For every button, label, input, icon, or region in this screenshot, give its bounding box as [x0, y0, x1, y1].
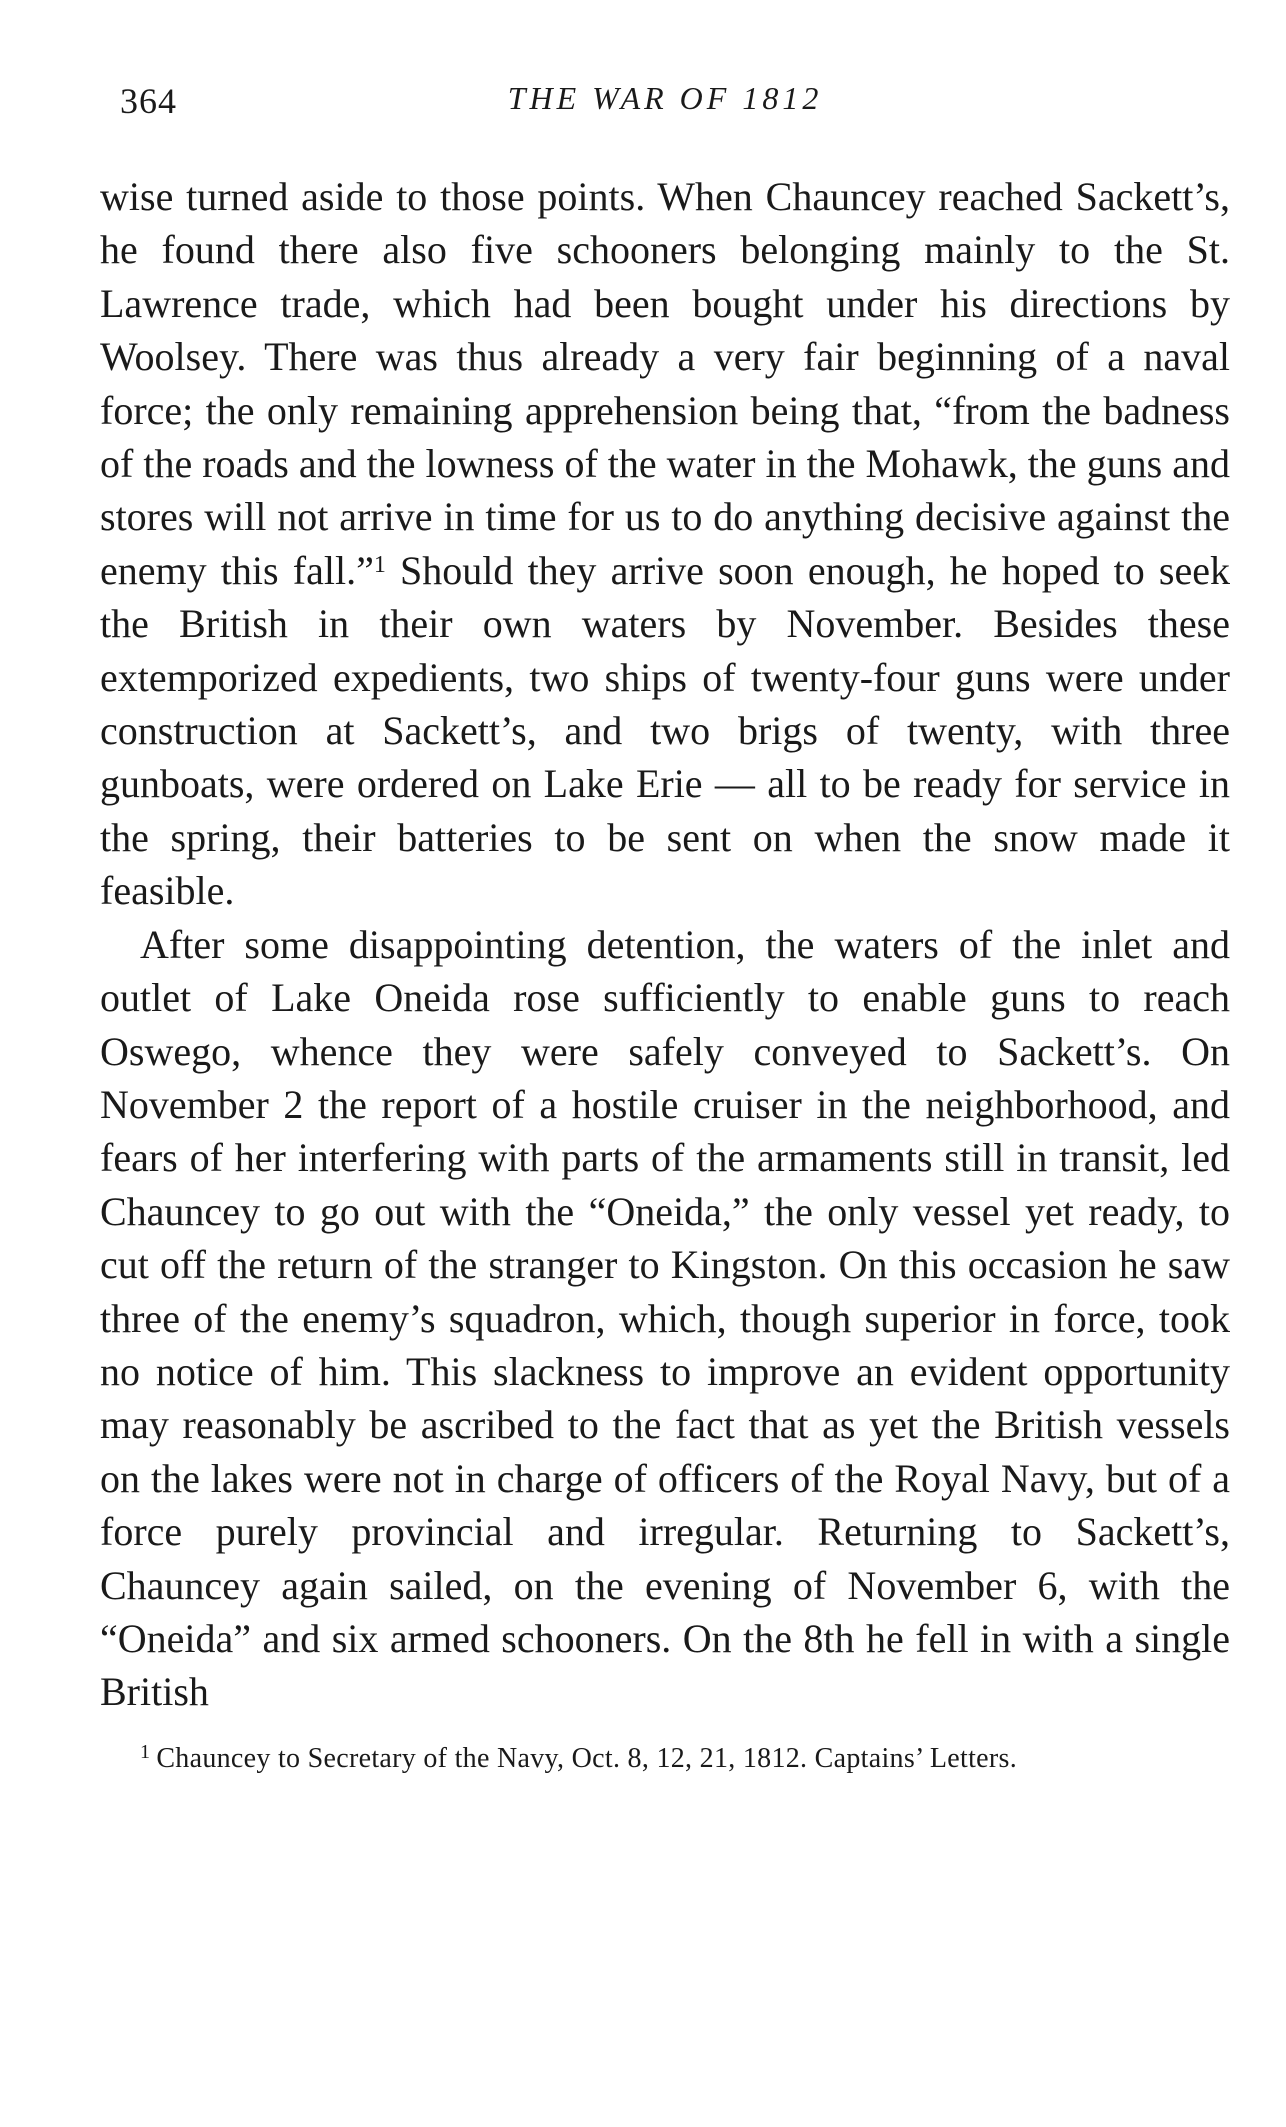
footnote-mark: 1 [140, 1740, 151, 1763]
footnote [100, 1741, 1230, 1777]
body-text [100, 170, 1230, 1719]
footnote-reference: 1 [373, 551, 386, 578]
book-title: THE WAR OF 1812 [507, 80, 823, 116]
paragraph-1-text-before: wise turned aside to those points. When Chauncey reached Sackett’s, he found there also five schooners belonging mainly to the St. Lawrence trade, which had been bought under his directions by Woolsey. There was thus already a very fair beginning of a naval force; the only remaining apprehension being that, “from the badness of the roads and the lowness of the water in the Mohawk, the guns and stores will not arrive in time for us to do anything decisive against the enemy this fall.” [100, 174, 1230, 593]
book-page [100, 70, 1230, 1777]
page-number: 364 [120, 81, 177, 121]
paragraph-1-text-after: Should they arrive soon enough, he hoped to seek the British in their own waters by November. Besides these extemporized expedients, two ships of twenty-four guns were under construction at Sackett’s, and two brigs of twenty, with three gunboats, were ordered on Lake Erie — all to be ready for service in the spring, their batteries to be sent on when the snow made it feasible. [100, 547, 1230, 914]
footnote-text: Chauncey to Secretary of the Navy, Oct. 8, 12, 21, 1812. Captains’ Letters. [156, 1742, 1018, 1774]
paragraph-2: After some disappointing detention, the waters of the inlet and outlet of Lake Oneida rose sufficiently to enable guns to reach Oswego, whence they were safely conveyed to Sackett’s. On November 2 the report of a hostile cruiser in the neighborhood, and fears of her interfering with parts of the armaments still in transit, led Chauncey to go out with the “Oneida,” the only vessel yet ready, to cut off the return of the stranger to Kingston. On this occasion he saw three of the enemy’s squadron, which, though superior in force, took no notice of him. This slackness to improve an evident opportunity may reasonably be ascribed to the fact that as yet the British vessels on the lakes were not in charge of officers of the Royal Navy, but of a force purely provincial and irregular. Returning to Sackett’s, Chauncey again sailed, on the evening of November 6, with the “Oneida” and six armed schooners. On the 8th he fell in with a single British [100, 921, 1230, 1715]
paragraph-1 [100, 170, 1230, 918]
running-head [100, 70, 1230, 130]
